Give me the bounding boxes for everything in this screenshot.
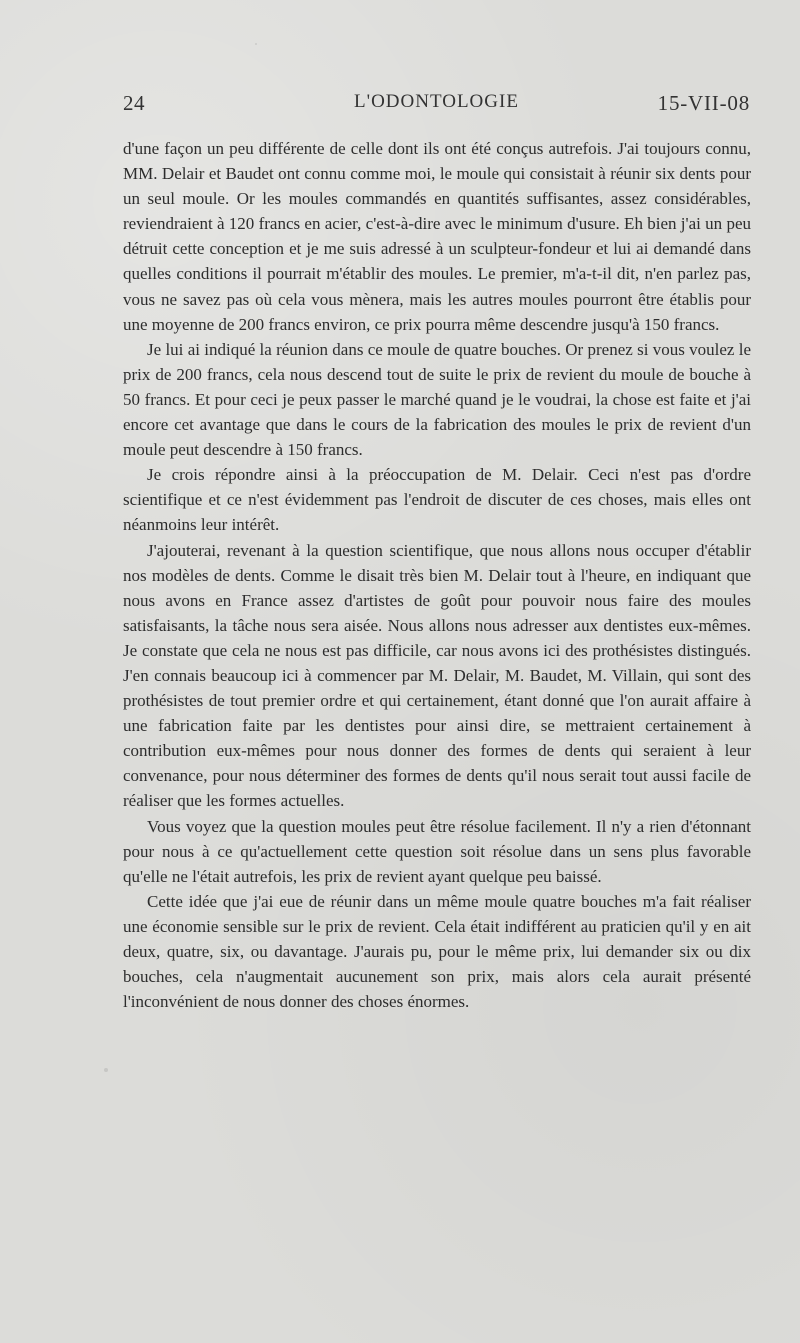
body-text xyxy=(123,136,751,1014)
running-header xyxy=(123,91,750,119)
journal-title: L'ODONTOLOGIE xyxy=(354,91,519,112)
page-number: 24 xyxy=(123,91,145,115)
paragraph-6: Cette idée que j'ai eue de réunir dans un même moule quatre bouches m'a fait réaliser une économie sensible sur le prix de revient. Cela était indifférent au praticien qu'il y en ait deux, quatre, six, ou davantage. J'aurais pu, pour le même prix, lui demander six ou dix bouches, cela n'augmentait aucunement son prix, mais alors cela aurait présenté l'inconvénient de nous donner des choses énormes. xyxy=(123,891,751,1012)
paper-speck xyxy=(255,43,257,45)
paragraph-4: J'ajouterai, revenant à la question scientifique, que nous allons nous occuper d'établir nos modèles de dents. Comme le disait très bien M. Delair tout à l'heure, en indiquant que nous avons en France assez d'artistes de goût pour pouvoir nous faire des moules satisfaisants, la tâche nous sera aisée. Nous allons nous adresser aux dentistes eux-mêmes. Je constate que cela ne nous est pas difficile, car nous avons ici des prothésistes distingués. J'en connais beaucoup ici à commencer par M. Delair, M. Baudet, M. Villain, qui sont des prothésistes de tout premier ordre et qui certainement, étant donné que l'on aurait affaire à une fabrication faite par les dentistes pour ainsi dire, se mettraient certainement à contribution eux-mêmes pour nous donner des formes de dents qui seraient à leur convenance, pour nous déterminer des formes de dents qu'il nous serait tout aussi facile de réaliser que les formes actuelles. xyxy=(123,540,751,811)
paragraph-3: Je crois répondre ainsi à la préoccupation de M. Delair. Ceci n'est pas d'ordre scientifique et ce n'est évidemment pas l'endroit de discuter de ces choses, mais elles ont néanmoins leur intérêt. xyxy=(123,465,751,535)
paragraph-1: d'une façon un peu différente de celle dont ils ont été conçus autrefois. J'ai toujours connu, MM. Delair et Baudet ont connu comme moi, le moule qui consistait à réunir six dents pour un seul moule. Or les moules commandés en quantités suffisantes, assez considérables, reviendraient à 120 francs en acier, c'est-à-dire avec le minimum d'usure. Eh bien j'ai un peu détruit cette conception et je me suis adressé à un sculpteur-fondeur et lui ai demandé dans quelles conditions il pourrait m'établir des moules. Le premier, m'a-t-il dit, n'en parlez pas, vous ne savez pas où cela vous mènera, mais les autres moules pourront être établis pour une moyenne de 200 francs environ, ce prix pourra même descendre jusqu'à 150 francs. xyxy=(123,139,751,334)
issue-date: 15-VII-08 xyxy=(657,91,750,115)
paper-speck xyxy=(104,1068,108,1072)
paragraph-2: Je lui ai indiqué la réunion dans ce moule de quatre bouches. Or prenez si vous voulez le prix de 200 francs, cela nous descend tout de suite le prix de revient du moule de bouche à 50 francs. Et pour ceci je peux passer le marché quand je le voudrai, la chose est faite et j'ai encore cet avantage que dans le cours de la fabrication des moules le prix de revient d'un moule peut descendre à 150 francs. xyxy=(123,339,751,460)
paragraph-5: Vous voyez que la question moules peut être résolue facilement. Il n'y a rien d'étonnant pour nous à ce qu'actuellement cette question soit résolue dans un sens plus favorable qu'elle ne l'était autrefois, les prix de revient ayant quelque peu baissé. xyxy=(123,816,751,886)
